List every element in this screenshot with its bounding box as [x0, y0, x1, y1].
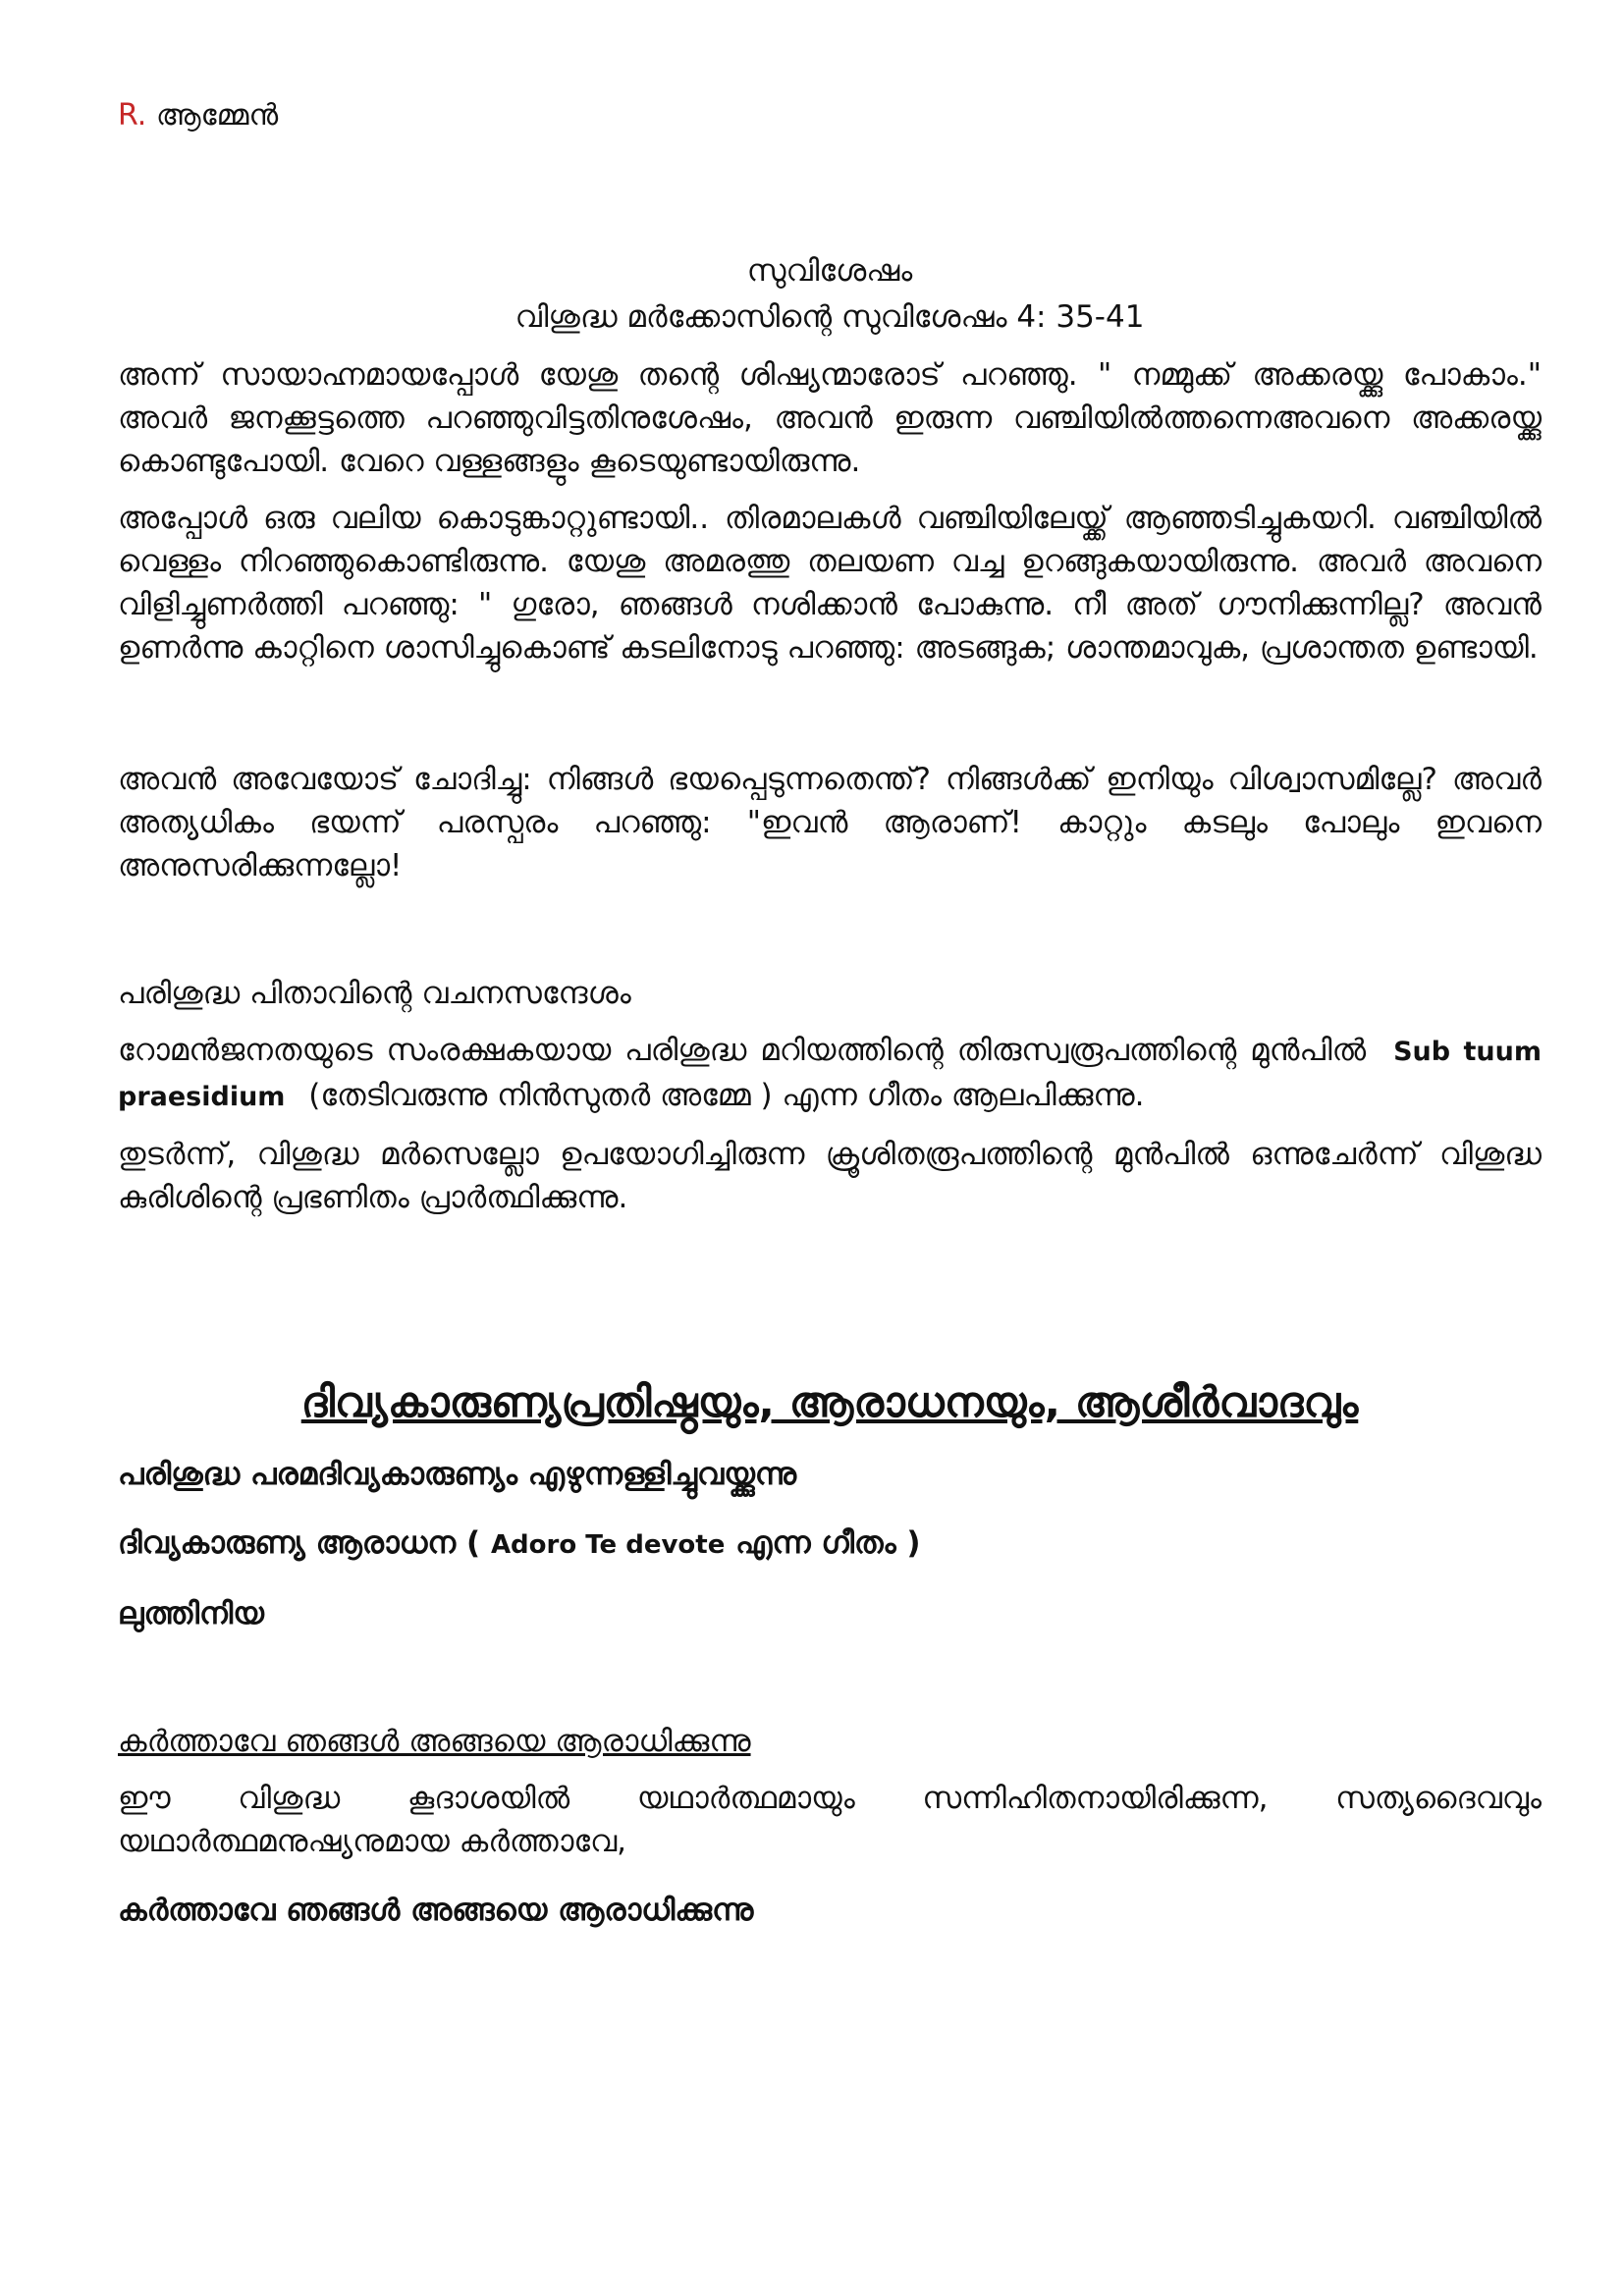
adoration-line-1: പരിശുദ്ധ പരമദിവ്യകാരുണ്യം എഴുന്നള്ളിച്ചുവയ്ക്കുന്നു [118, 1457, 797, 1492]
litany-heading: കർത്താവേ ഞങ്ങൾ അങ്ങയെ ആരാധിക്കുന്നു [118, 1724, 751, 1759]
papal-message-paragraph-1 [118, 1029, 1542, 1119]
litany-paragraph: ഈ വിശുദ്ധ കൂദാശയിൽ യഥാർത്ഥമായും സന്നിഹിതനായിരിക്കുന്ന, സത്യദൈവവും യഥാർത്ഥമനുഷ്യനുമായ കർത്താവേ, [118, 1781, 1542, 1859]
adoration-line-2 [118, 1522, 1542, 1567]
latin-hymn-title: Sub tuum praesidium [118, 1037, 1542, 1112]
papal-message-paragraph-2: തുടർന്ന്, വിശുദ്ധ മർസെല്ലോ ഉപയോഗിച്ചിരുന്ന ക്രൂശിതരൂപത്തിന്റെ മുൻപിൽ ഒന്നുചേർന്ന് വിശുദ്ധ കുരിശിന്റെ പ്രഭണിതം പ്രാർത്ഥിക്കുന്നു. [118, 1137, 1542, 1215]
gospel-paragraph-1: അന്ന് സായാഹ്നമായപ്പോൾ യേശു തന്റെ ശിഷ്യന്മാരോട് പറഞ്ഞു. " നമ്മുക്ക് അക്കരയ്ക്കു പോകാം." അവർ ജനക്കൂട്ടത്തെ പറഞ്ഞുവിട്ടതിനുശേഷം, അവൻ ഇരുന്ന വഞ്ചിയിൽത്തന്നെഅവനെ അക്കരയ്ക്കു കൊണ്ടുപോയി. വേറെ വള്ളങ്ങളും കൂടെയുണ്ടായിരുന്നു. [118, 357, 1542, 479]
papal-message-text-before: റോമൻജനതയുടെ സംരക്ഷകയായ പരിശുദ്ധ മറിയത്തിന്റെ തിരുസ്വരൂപത്തിന്റെ മുൻപിൽ [118, 1033, 1367, 1068]
papal-message-heading: പരിശുദ്ധ പിതാവിന്റെ വചനസന്ദേശം [118, 976, 631, 1011]
papal-message-text-after: (തേടിവരുന്നു നിൻസുതർ അമ്മേ ) എന്ന ഗീതം ആലപിക്കുന്നു. [308, 1078, 1145, 1113]
document-page [118, 98, 1542, 1932]
response-line [118, 98, 1542, 133]
response-marker: R. [118, 98, 147, 133]
adoration-line-2-after: എന്ന ഗീതം ) [735, 1525, 921, 1561]
gospel-heading: സുവിശേഷം [746, 253, 913, 289]
adoration-line-3: ലുത്തിനിയ [118, 1596, 264, 1631]
gospel-reference: വിശുദ്ധ മർക്കോസിന്റെ സുവിശേഷം 4: 35-41 [514, 298, 1145, 335]
gospel-paragraph-2: അപ്പോൾ ഒരു വലിയ കൊടുങ്കാറ്റുണ്ടായി.. തിരമാലകൾ വഞ്ചിയിലേയ്ക്ക് ആഞ്ഞടിച്ചുകയറി. വഞ്ചിയിൽ വെള്ളം നിറഞ്ഞുകൊണ്ടിരുന്നു. യേശു അമരത്തു തലയണ വച്ച ഉറങ്ങുകയായിരുന്നു. അവർ അവനെ വിളിച്ചുണർത്തി പറഞ്ഞു: " ഗുരോ, ഞങ്ങൾ നശിക്കാൻ പോകുന്നു. നീ അത് ഗൗനിക്കുന്നില്ല? അവൻ ഉണർന്നു കാറ്റിനെ ശാസിച്ചുകൊണ്ട് കടലിനോടു പറഞ്ഞു: അടങ്ങുക; ശാന്തമാവുക, പ്രശാന്തത ഉണ്ടായി. [118, 501, 1542, 666]
gospel-paragraph-3: അവൻ അവേയോട് ചോദിച്ചു: നിങ്ങൾ ഭയപ്പെടുന്നതെന്ത്? നിങ്ങൾക്ക് ഇനിയും വിശ്വാസമില്ലേ? അവർ അത്യധികം ഭയന്ന് പരസ്പരം പറഞ്ഞു: "ഇവൻ ആരാണ്! കാറ്റും കടലും പോലും ഇവനെ അനുസരിക്കുന്നല്ലോ! [118, 762, 1542, 883]
adoration-hymn-title: Adoro Te devote [490, 1530, 726, 1560]
response-text: ആമ്മേൻ [155, 98, 279, 133]
adoration-title: ദിവ്യകാരുണ്യപ്രതിഷ്ഠയും, ആരാധനയും, ആശീർവാദവും [300, 1378, 1359, 1427]
litany-response: കർത്താവേ ഞങ്ങൾ അങ്ങയെ ആരാധിക്കുന്നു [118, 1893, 754, 1928]
adoration-line-2-before: ദിവ്യകാരുണ്യ ആരാധന ( [118, 1525, 481, 1561]
